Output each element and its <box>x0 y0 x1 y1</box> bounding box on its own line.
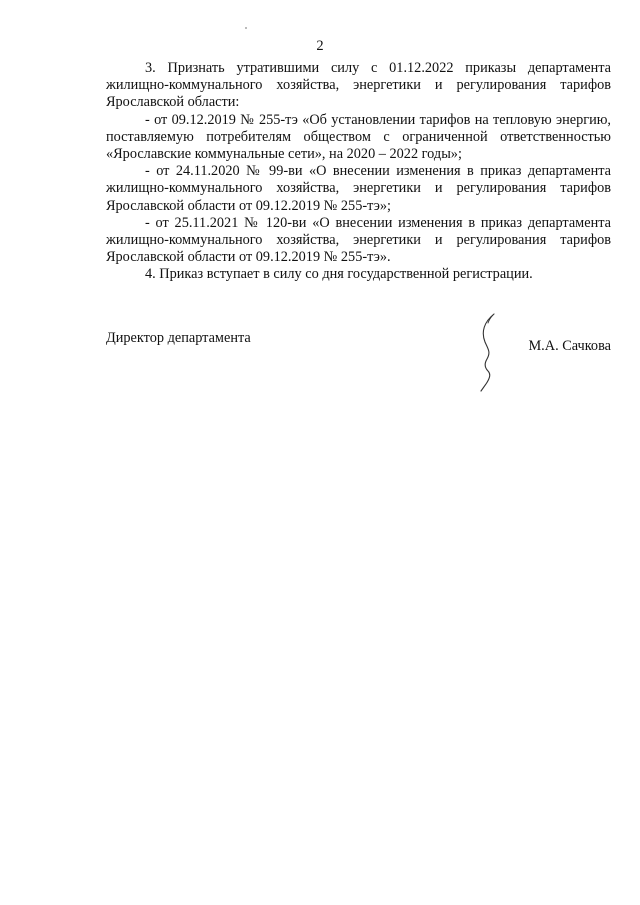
paragraph-item-3: 3. Признать утратившими силу с 01.12.2022 приказы департамента жилищно-коммунального хозяйства, энергетики и регулирования тарифов Ярославской области: <box>106 60 611 111</box>
paragraph-item-4: 4. Приказ вступает в силу со дня государственной регистрации. <box>145 266 533 283</box>
paragraph-sub-item-2: - от 24.11.2020 № 99-ви «О внесении изменения в приказ департамента жилищно-коммунального хозяйства, энергетики и регулирования тарифов Ярославской области от 09.12.2019 № 255-тэ»; <box>106 163 611 214</box>
scan-speck <box>245 27 247 29</box>
page-number: 2 <box>316 38 324 54</box>
signatory-name: М.А. Сачкова <box>528 338 611 354</box>
signature-block <box>106 330 611 400</box>
paragraph-sub-item-1: - от 09.12.2019 № 255-тэ «Об установлении тарифов на тепловую энергию, поставляемую потребителям обществом с ограниченной ответственностью «Ярославские коммунальные сети», на 2020 – 2022 годы»; <box>106 111 611 163</box>
handwritten-signature-icon <box>472 312 512 392</box>
paragraph-sub-item-3: - от 25.11.2021 № 120-ви «О внесении изменения в приказ департамента жилищно-коммунального хозяйства, энергетики и регулирования тарифов Ярославской области от 09.12.2019 № 255-тэ». <box>106 214 611 266</box>
signatory-position: Директор департамента <box>106 330 251 346</box>
document-body <box>106 60 611 284</box>
